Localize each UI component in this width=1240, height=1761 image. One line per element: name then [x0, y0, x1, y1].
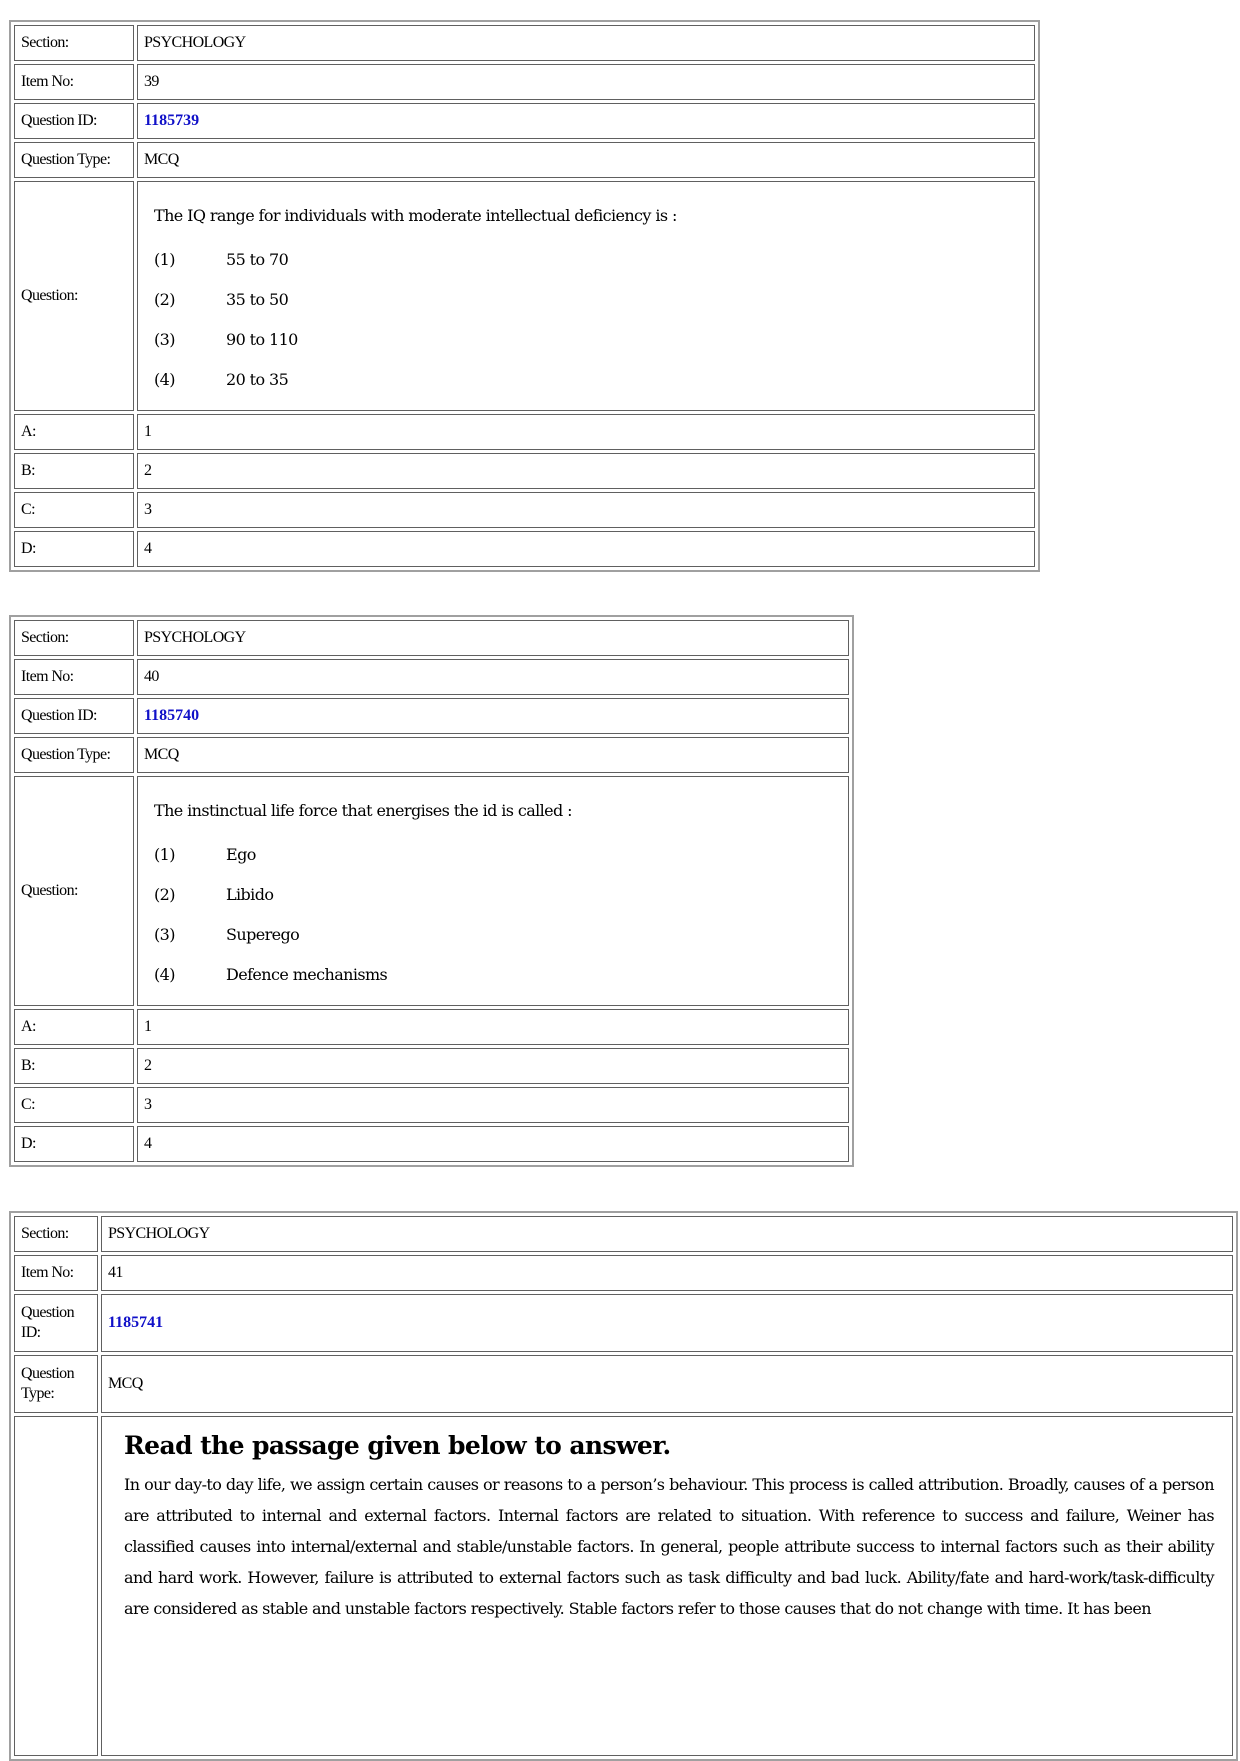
question-text: The instinctual life force that energises the id is called :: [154, 801, 572, 820]
section-label: Section:: [14, 25, 134, 61]
passage-title: Read the passage given below to answer.: [124, 1431, 671, 1460]
option-4: (4) Defence mechanisms: [154, 965, 388, 984]
question-id-link[interactable]: 1185741: [108, 1314, 164, 1331]
question-id-label: Question ID:: [14, 1294, 98, 1352]
answer-a-label: A:: [14, 1009, 134, 1045]
question-id-link[interactable]: 1185739: [144, 112, 200, 129]
answer-a-value: 1: [137, 414, 1035, 450]
question-id-label: Question ID:: [14, 103, 134, 139]
answer-b-label: B:: [14, 453, 134, 489]
answer-c-label: C:: [14, 492, 134, 528]
item-no-value: 41: [101, 1255, 1233, 1291]
passage-text: In our day-to day life, we assign certain causes or reasons to a person’s behaviour. This process is called attribution. Broadly, causes of a person are attributed to internal and external factors. Internal factors are related to situation. With reference to success and failure, Weiner has classified causes into internal/external and stable/unstable factors. In general, people attribute success to internal factors such as their ability and hard work. However, failure is attributed to external factors such as task difficulty and bad luck. Ability/fate and hard-work/task-difficulty are considered as stable and unstable factors respectively. Stable factors refer to those causes that do not change with time. It has been: [124, 1475, 1214, 1618]
question-label: Question:: [14, 181, 134, 411]
section-value: PSYCHOLOGY: [137, 25, 1035, 61]
option-4: (4) 20 to 35: [154, 370, 289, 389]
question-id-value: [137, 103, 1035, 139]
question-table-41: [9, 1211, 1238, 1761]
answer-b-value: 2: [137, 1048, 849, 1084]
answer-c-value: 3: [137, 1087, 849, 1123]
answer-b-label: B:: [14, 1048, 134, 1084]
answer-d-label: D:: [14, 531, 134, 567]
section-value: PSYCHOLOGY: [101, 1216, 1233, 1252]
question-type-value: MCQ: [137, 142, 1035, 178]
question-text: The IQ range for individuals with moderate intellectual deficiency is :: [154, 206, 677, 225]
question-body: [137, 776, 849, 1006]
answer-d-value: 4: [137, 1126, 849, 1162]
section-label: Section:: [14, 1216, 98, 1252]
item-no-value: 39: [137, 64, 1035, 100]
question-table-40: [9, 615, 854, 1167]
item-no-label: Item No:: [14, 1255, 98, 1291]
section-value: PSYCHOLOGY: [137, 620, 849, 656]
option-3: (3) Superego: [154, 925, 300, 944]
answer-a-value: 1: [137, 1009, 849, 1045]
answer-d-label: D:: [14, 1126, 134, 1162]
question-id-value: [101, 1294, 1233, 1352]
item-no-value: 40: [137, 659, 849, 695]
answer-b-value: 2: [137, 453, 1035, 489]
answer-a-label: A:: [14, 414, 134, 450]
option-2: (2) 35 to 50: [154, 290, 289, 309]
section-label: Section:: [14, 620, 134, 656]
option-2: (2) Libido: [154, 885, 274, 904]
answer-d-value: 4: [137, 531, 1035, 567]
option-1: (1) Ego: [154, 845, 256, 864]
question-id-label: Question ID:: [14, 698, 134, 734]
question-label-empty: [14, 1416, 98, 1756]
option-3: (3) 90 to 110: [154, 330, 298, 349]
question-id-link[interactable]: 1185740: [144, 707, 200, 724]
question-type-value: MCQ: [101, 1355, 1233, 1413]
item-no-label: Item No:: [14, 64, 134, 100]
question-type-label: Question Type:: [14, 142, 134, 178]
question-type-label: Question Type:: [14, 1355, 98, 1413]
answer-c-value: 3: [137, 492, 1035, 528]
option-1: (1) 55 to 70: [154, 250, 289, 269]
question-label: Question:: [14, 776, 134, 1006]
question-body: [137, 181, 1035, 411]
answer-c-label: C:: [14, 1087, 134, 1123]
question-id-value: [137, 698, 849, 734]
question-type-label: Question Type:: [14, 737, 134, 773]
question-table-39: [9, 20, 1040, 572]
question-type-value: MCQ: [137, 737, 849, 773]
passage-body: [101, 1416, 1233, 1756]
item-no-label: Item No:: [14, 659, 134, 695]
